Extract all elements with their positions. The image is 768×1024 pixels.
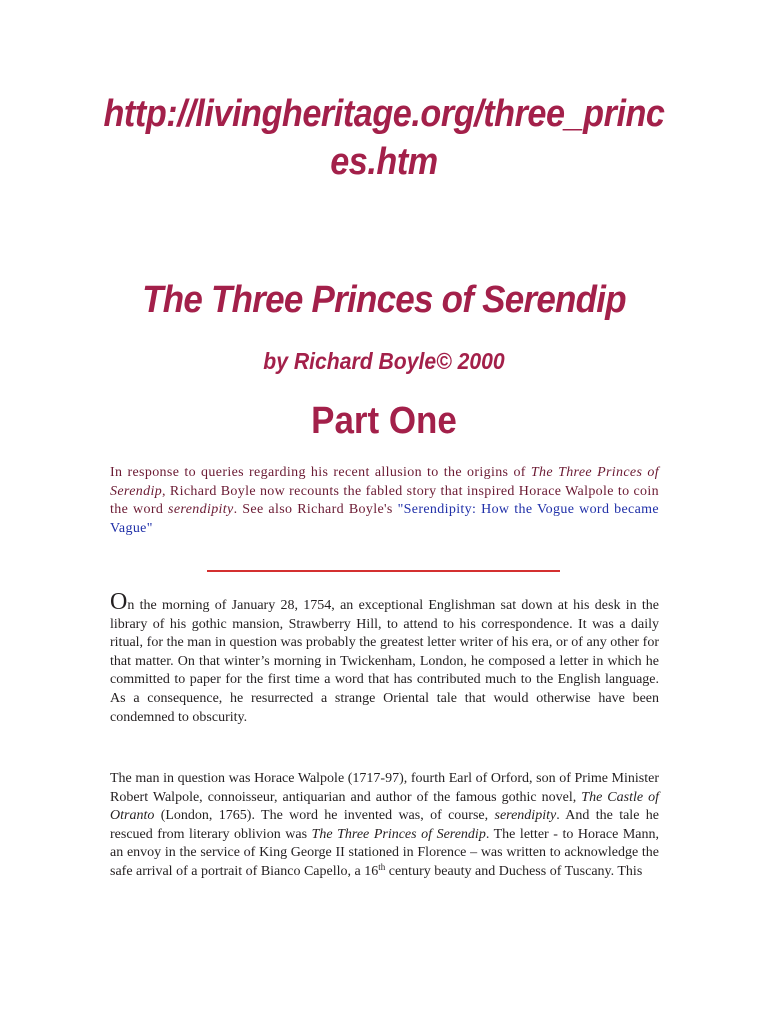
para2-text-2: (London, 1765). The word he invented was, of course, <box>154 808 495 823</box>
ordinal-suffix: th <box>378 861 386 872</box>
intro-text-2: , Richard Boyle now recounts the fabled story that inspired Horace Walpole to coin the word <box>110 483 659 517</box>
part-heading: Part One <box>311 400 457 442</box>
para2-novel-title: The Castle of Otranto <box>110 789 660 823</box>
para2-text-1: The man in question was Horace Walpole (1717-97), fourth Earl of Orford, son of Prime Minister Robert Walpole, connoisseur, antiquarian and author of the famous gothic novel, <box>110 771 659 805</box>
intro-text-3: . See also Richard Boyle's <box>233 502 398 517</box>
body-paragraph-2 <box>110 770 659 881</box>
drop-cap: O <box>110 589 128 615</box>
source-url-heading <box>74 90 693 186</box>
intro-book-title: The Three Princes of Serendip <box>110 465 659 499</box>
source-url-line-2: es.htm <box>330 141 438 183</box>
intro-word-serendipity: serendipity <box>168 502 234 517</box>
para2-text-4: . The letter - to Horace Mann, an envoy in the service of King George II stationed in Florence – was written to acknowledge the safe arrival of a portrait of Bianco Capello, a 16 <box>110 826 660 879</box>
body-paragraph-1 <box>110 589 659 727</box>
intro-text-1: In response to queries regarding his recent allusion to the origins of <box>110 465 531 480</box>
article-title: The Three Princes of Serendip <box>142 279 626 321</box>
para2-text-3: . And the tale he rescued from literary oblivion was <box>110 808 659 842</box>
source-url-line-1: http://livingheritage.org/three_princ <box>103 93 665 135</box>
body-paragraph-1-text: n the morning of January 28, 1754, an exceptional Englishman sat down at his desk in the library of his gothic mansion, Strawberry Hill, to attend to his correspondence. It was a daily ritual, for the man in question was probably the greatest letter writer of his era, or of any other for that matter. On that winter’s morning in Twickenham, London, he composed a letter in which he committed to paper for the first time a word that has contributed much to the English language. As a consequence, he resurrected a strange Oriental tale that would otherwise have been condemned to obscurity. <box>110 598 659 725</box>
para2-book-title: The Three Princes of Serendip <box>311 826 486 842</box>
section-divider <box>207 570 560 572</box>
para2-word-serendipity: serendipity <box>494 808 557 823</box>
para2-text-5: century beauty and Duchess of Tuscany. This <box>385 863 643 879</box>
article-byline: by Richard Boyle© 2000 <box>263 348 505 374</box>
serendipity-article-link[interactable]: "Serendipity: How the Vogue word became Vague" <box>110 502 659 536</box>
intro-paragraph <box>110 464 659 538</box>
